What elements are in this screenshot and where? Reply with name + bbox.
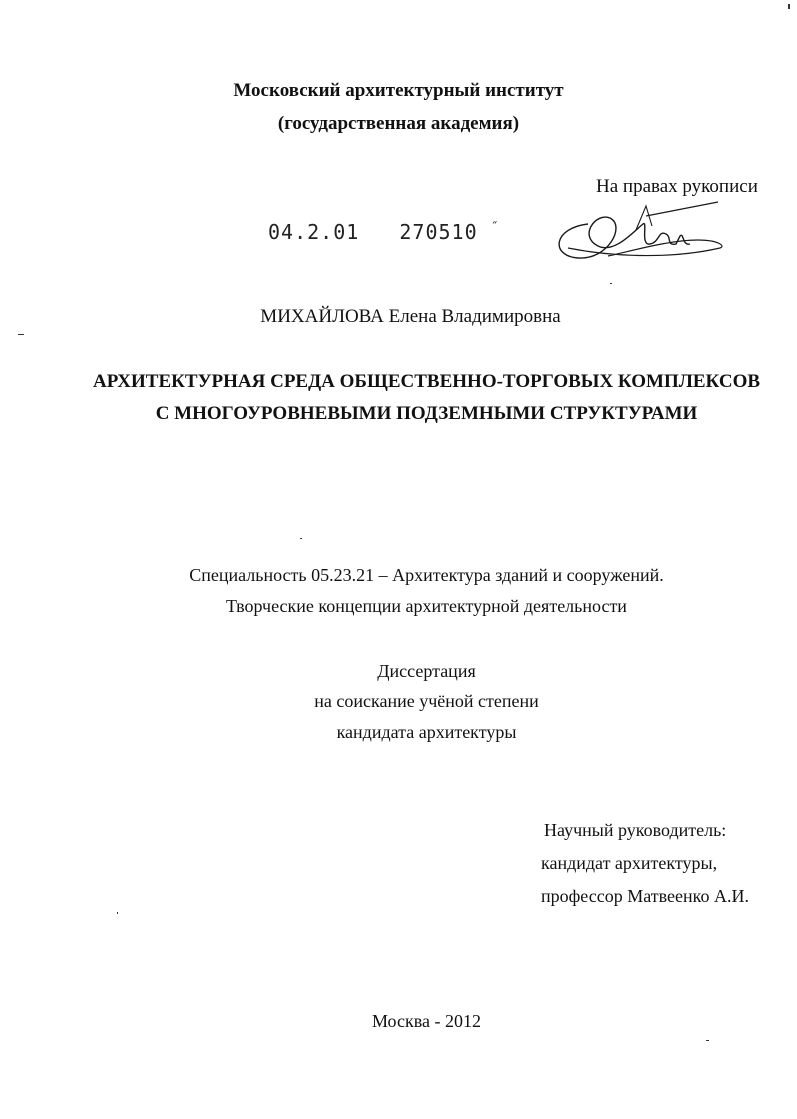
specialty-line2: Творческие концепции архитектурной деятельности (226, 596, 627, 616)
thesis-title-line1: АРХИТЕКТУРНАЯ СРЕДА ОБЩЕСТВЕННО-ТОРГОВЫХ КОМПЛЕКСОВ (92, 371, 761, 392)
author-name: МИХАЙЛОВА Елена Владимировна (260, 306, 561, 327)
manuscript-note: На правах рукописи (596, 176, 758, 197)
registration-stamp: 04.2.01 270510 ˝ (268, 220, 499, 244)
signature-icon (548, 196, 728, 276)
city-year: Москва - 2012 (372, 1011, 481, 1031)
scan-speck (300, 538, 302, 539)
supervisor-name: профессор Матвеенко А.И. (541, 886, 749, 906)
supervisor-label: Научный руководитель: (544, 820, 727, 840)
academy-name: (государственная академия) (277, 113, 520, 134)
scan-speck (706, 1040, 709, 1041)
supervisor-degree: кандидат архитектуры, (541, 853, 718, 873)
dissertation-label: Диссертация (377, 661, 476, 681)
scan-speck (117, 912, 118, 914)
thesis-title-line2: С МНОГОУРОВНЕВЫМИ ПОДЗЕМНЫМИ СТРУКТУРАМИ (155, 403, 698, 424)
dissertation-degree: на соискание учёной степени (314, 691, 539, 711)
scan-speck (18, 334, 24, 335)
specialty-line1: Специальность 05.23.21 – Архитектура зданий и сооружений. (189, 565, 664, 585)
institute-name: Московский архитектурный институт (233, 80, 564, 101)
scan-speck (610, 283, 612, 284)
stamp-left: 04.2.01 (268, 220, 360, 244)
stamp-right: 270510 (399, 220, 478, 244)
dissertation-field: кандидата архитектуры (336, 722, 517, 742)
scan-speck (788, 4, 790, 9)
